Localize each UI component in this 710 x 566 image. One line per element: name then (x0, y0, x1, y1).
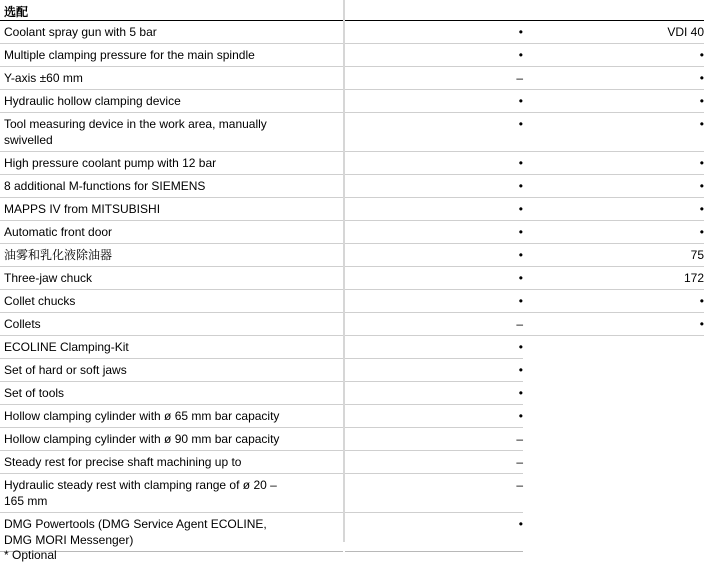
value-col1: – (345, 474, 523, 513)
value-col2 (523, 405, 704, 428)
value-col2: • (523, 113, 704, 152)
value-col1: • (345, 290, 523, 313)
value-col1: • (345, 113, 523, 152)
value-col1: – (345, 428, 523, 451)
value-col2 (523, 359, 704, 382)
value-col1: • (345, 221, 523, 244)
value-col2: 172 (523, 267, 704, 290)
table-row (0, 382, 704, 405)
option-label: Steady rest for precise shaft machining up to (0, 451, 343, 474)
option-label: 8 additional M-functions for SIEMENS (0, 175, 343, 198)
value-col2 (523, 513, 704, 552)
option-label: Set of tools (0, 382, 343, 405)
value-col2: • (523, 221, 704, 244)
value-col2: • (523, 175, 704, 198)
value-col1: – (345, 313, 523, 336)
option-label: Collets (0, 313, 343, 336)
value-col2: • (523, 313, 704, 336)
value-col2: VDI 40 (523, 21, 704, 44)
option-label: Multiple clamping pressure for the main spindle (0, 44, 343, 67)
table-row (0, 175, 704, 198)
option-label: Hollow clamping cylinder with ø 90 mm bar capacity (0, 428, 343, 451)
value-col1: • (345, 267, 523, 290)
table-row (0, 451, 704, 474)
value-col1: • (345, 198, 523, 221)
value-col1: • (345, 405, 523, 428)
value-col1: • (345, 336, 523, 359)
option-label: ECOLINE Clamping-Kit (0, 336, 343, 359)
table-row (0, 244, 704, 267)
option-label: DMG Powertools (DMG Service Agent ECOLINE, DMG MORI Messenger) (0, 513, 343, 552)
value-col1: • (345, 244, 523, 267)
option-label: 油雾和乳化液除油器 (0, 244, 343, 267)
option-label: Hollow clamping cylinder with ø 65 mm bar capacity (0, 405, 343, 428)
table-row (0, 67, 704, 90)
footnote: * Optional (4, 548, 57, 562)
value-col2: 75 (523, 244, 704, 267)
value-col2: • (523, 67, 704, 90)
table-row (0, 428, 704, 451)
option-label: Hydraulic hollow clamping device (0, 90, 343, 113)
option-label: Y-axis ±60 mm (0, 67, 343, 90)
value-col2 (523, 428, 704, 451)
table-row (0, 290, 704, 313)
table-row (0, 21, 704, 44)
option-label: High pressure coolant pump with 12 bar (0, 152, 343, 175)
option-label: Hydraulic steady rest with clamping range of ø 20 – 165 mm (0, 474, 343, 513)
section-title: 选配 (4, 5, 29, 19)
table-row (0, 313, 704, 336)
value-col2: • (523, 198, 704, 221)
option-label: Automatic front door (0, 221, 343, 244)
table-row (0, 267, 704, 290)
table-row (0, 359, 704, 382)
value-col1: • (345, 90, 523, 113)
value-col1: • (345, 44, 523, 67)
option-label: Tool measuring device in the work area, manually swivelled (0, 113, 343, 152)
option-label: Set of hard or soft jaws (0, 359, 343, 382)
table-row (0, 513, 704, 552)
value-col1: • (345, 359, 523, 382)
table-row (0, 221, 704, 244)
table-row (0, 198, 704, 221)
value-col2 (523, 451, 704, 474)
table-header (0, 0, 704, 21)
table-row (0, 474, 704, 513)
option-label: Collet chucks (0, 290, 343, 313)
value-col2: • (523, 90, 704, 113)
value-col1: • (345, 21, 523, 44)
value-col1: – (345, 451, 523, 474)
table-row (0, 405, 704, 428)
option-label: MAPPS IV from MITSUBISHI (0, 198, 343, 221)
table-row (0, 113, 704, 152)
table-row (0, 44, 704, 67)
value-col2 (523, 474, 704, 513)
table-row (0, 336, 704, 359)
value-col2 (523, 382, 704, 405)
value-col2: • (523, 44, 704, 67)
value-col1: • (345, 513, 523, 552)
value-col1: • (345, 152, 523, 175)
value-col1: • (345, 382, 523, 405)
option-label: Three-jaw chuck (0, 267, 343, 290)
value-col2: • (523, 152, 704, 175)
value-col1: – (345, 67, 523, 90)
options-table (0, 21, 704, 552)
option-label: Coolant spray gun with 5 bar (0, 21, 343, 44)
table-row (0, 152, 704, 175)
value-col1: • (345, 175, 523, 198)
value-col2: • (523, 290, 704, 313)
value-col2 (523, 336, 704, 359)
table-row (0, 90, 704, 113)
